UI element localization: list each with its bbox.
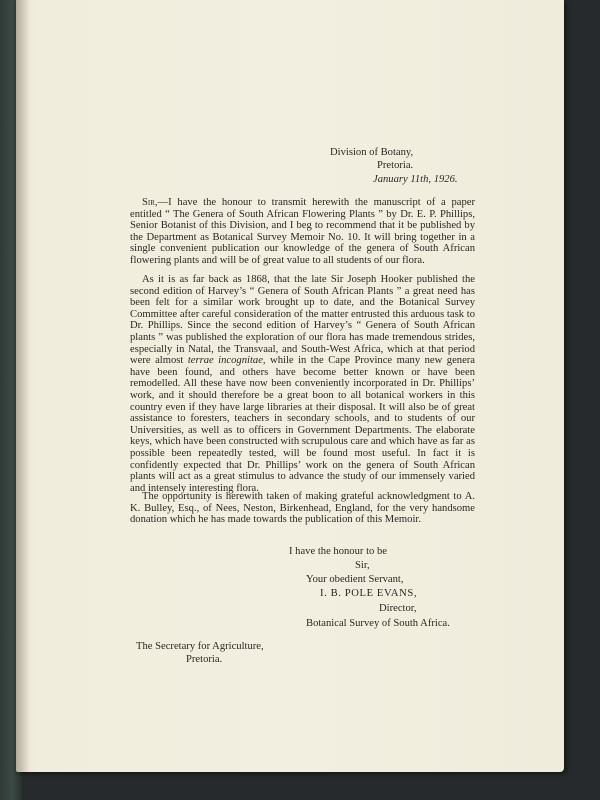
closing-line-1: I have the honour to be [289, 546, 387, 557]
salutation: Sir, [142, 197, 158, 208]
letter-paragraph-1 [130, 197, 475, 267]
paragraph-3-text: The opportunity is herewith taken of making grateful acknowledgment to A. K. Bulley, Esq., of Nees, Neston, Birkenhead, England, for the very handsome donation which he has made towards the publication of this Memoir. [130, 491, 475, 526]
letterhead-city: Pretoria. [377, 160, 414, 171]
letterhead-division: Division of Botany, [330, 147, 414, 158]
signatory-title: Director, [379, 603, 417, 614]
addressee-line-2: Pretoria. [186, 654, 223, 665]
letterhead-date: January 11th, 1926. [373, 174, 458, 185]
signatory-organization: Botanical Survey of South Africa. [306, 618, 450, 629]
paragraph-2-italic-phrase: terrae incognitae, [187, 355, 266, 367]
letter-paragraph-2 [130, 274, 475, 494]
letter-paragraph-3 [130, 491, 475, 526]
signatory-name: I. B. POLE EVANS, [320, 588, 418, 599]
closing-line-2: Sir, [355, 560, 370, 571]
paragraph-2-text: As it is as far back as 1868, that the late Sir Joseph Hooker published the second edition of Harvey’s “ Genera of South African Plants ” a great need has been felt for a similar work brought up to date, and the Botanical Survey Committee after careful consideration of the matter entrusted this arduous task to Dr. Phillips. Since the second edition of Harvey’s “ Genera of South African plants ” was published the exploration of our flora has made tremendous strides, especially in Natal, the Transvaal, and South-West Africa, which at that period were almost [130, 274, 475, 367]
paragraph-2-rest: while in the Cape Province many new genera have been found, and others have become better known or have been remodelled. All these have now been conveniently incorporated in Dr. Phillips’ work, and it should therefore be a great boon to all botanical workers in this country even if they have large libraries at their disposal. It will also be of great assistance to foresters, teachers in secondary schools, and to students of our Universities, as well as to officers in Government Departments. The elaborate keys, which have been constructed with scrupulous care and which have as far as possible been repeatedly tested, will be found most useful. In fact it is confidently expected that Dr. Phillips’ work on the genera of South African plants will act as a great stimulus to advance the study of our immensely varied and intensely interesting flora. [130, 355, 475, 494]
page-gutter-shadow [16, 0, 30, 772]
closing-line-3: Your obedient Servant, [306, 574, 404, 585]
paragraph-1-text: —I have the honour to transmit herewith the manuscript of a paper entitled “ The Genera of South African Flowering Plants ” by Dr. E. P. Phillips, Senior Botanist of this Division, and I beg to recommend that it be published by the Department as Botanical Survey Memoir No. 10. It will bring together in a single convenient publication our knowledge of the genera of South African flowering plants and will be of great value to all students of our flora. [130, 197, 475, 266]
addressee-line-1: The Secretary for Agriculture, [136, 641, 264, 652]
